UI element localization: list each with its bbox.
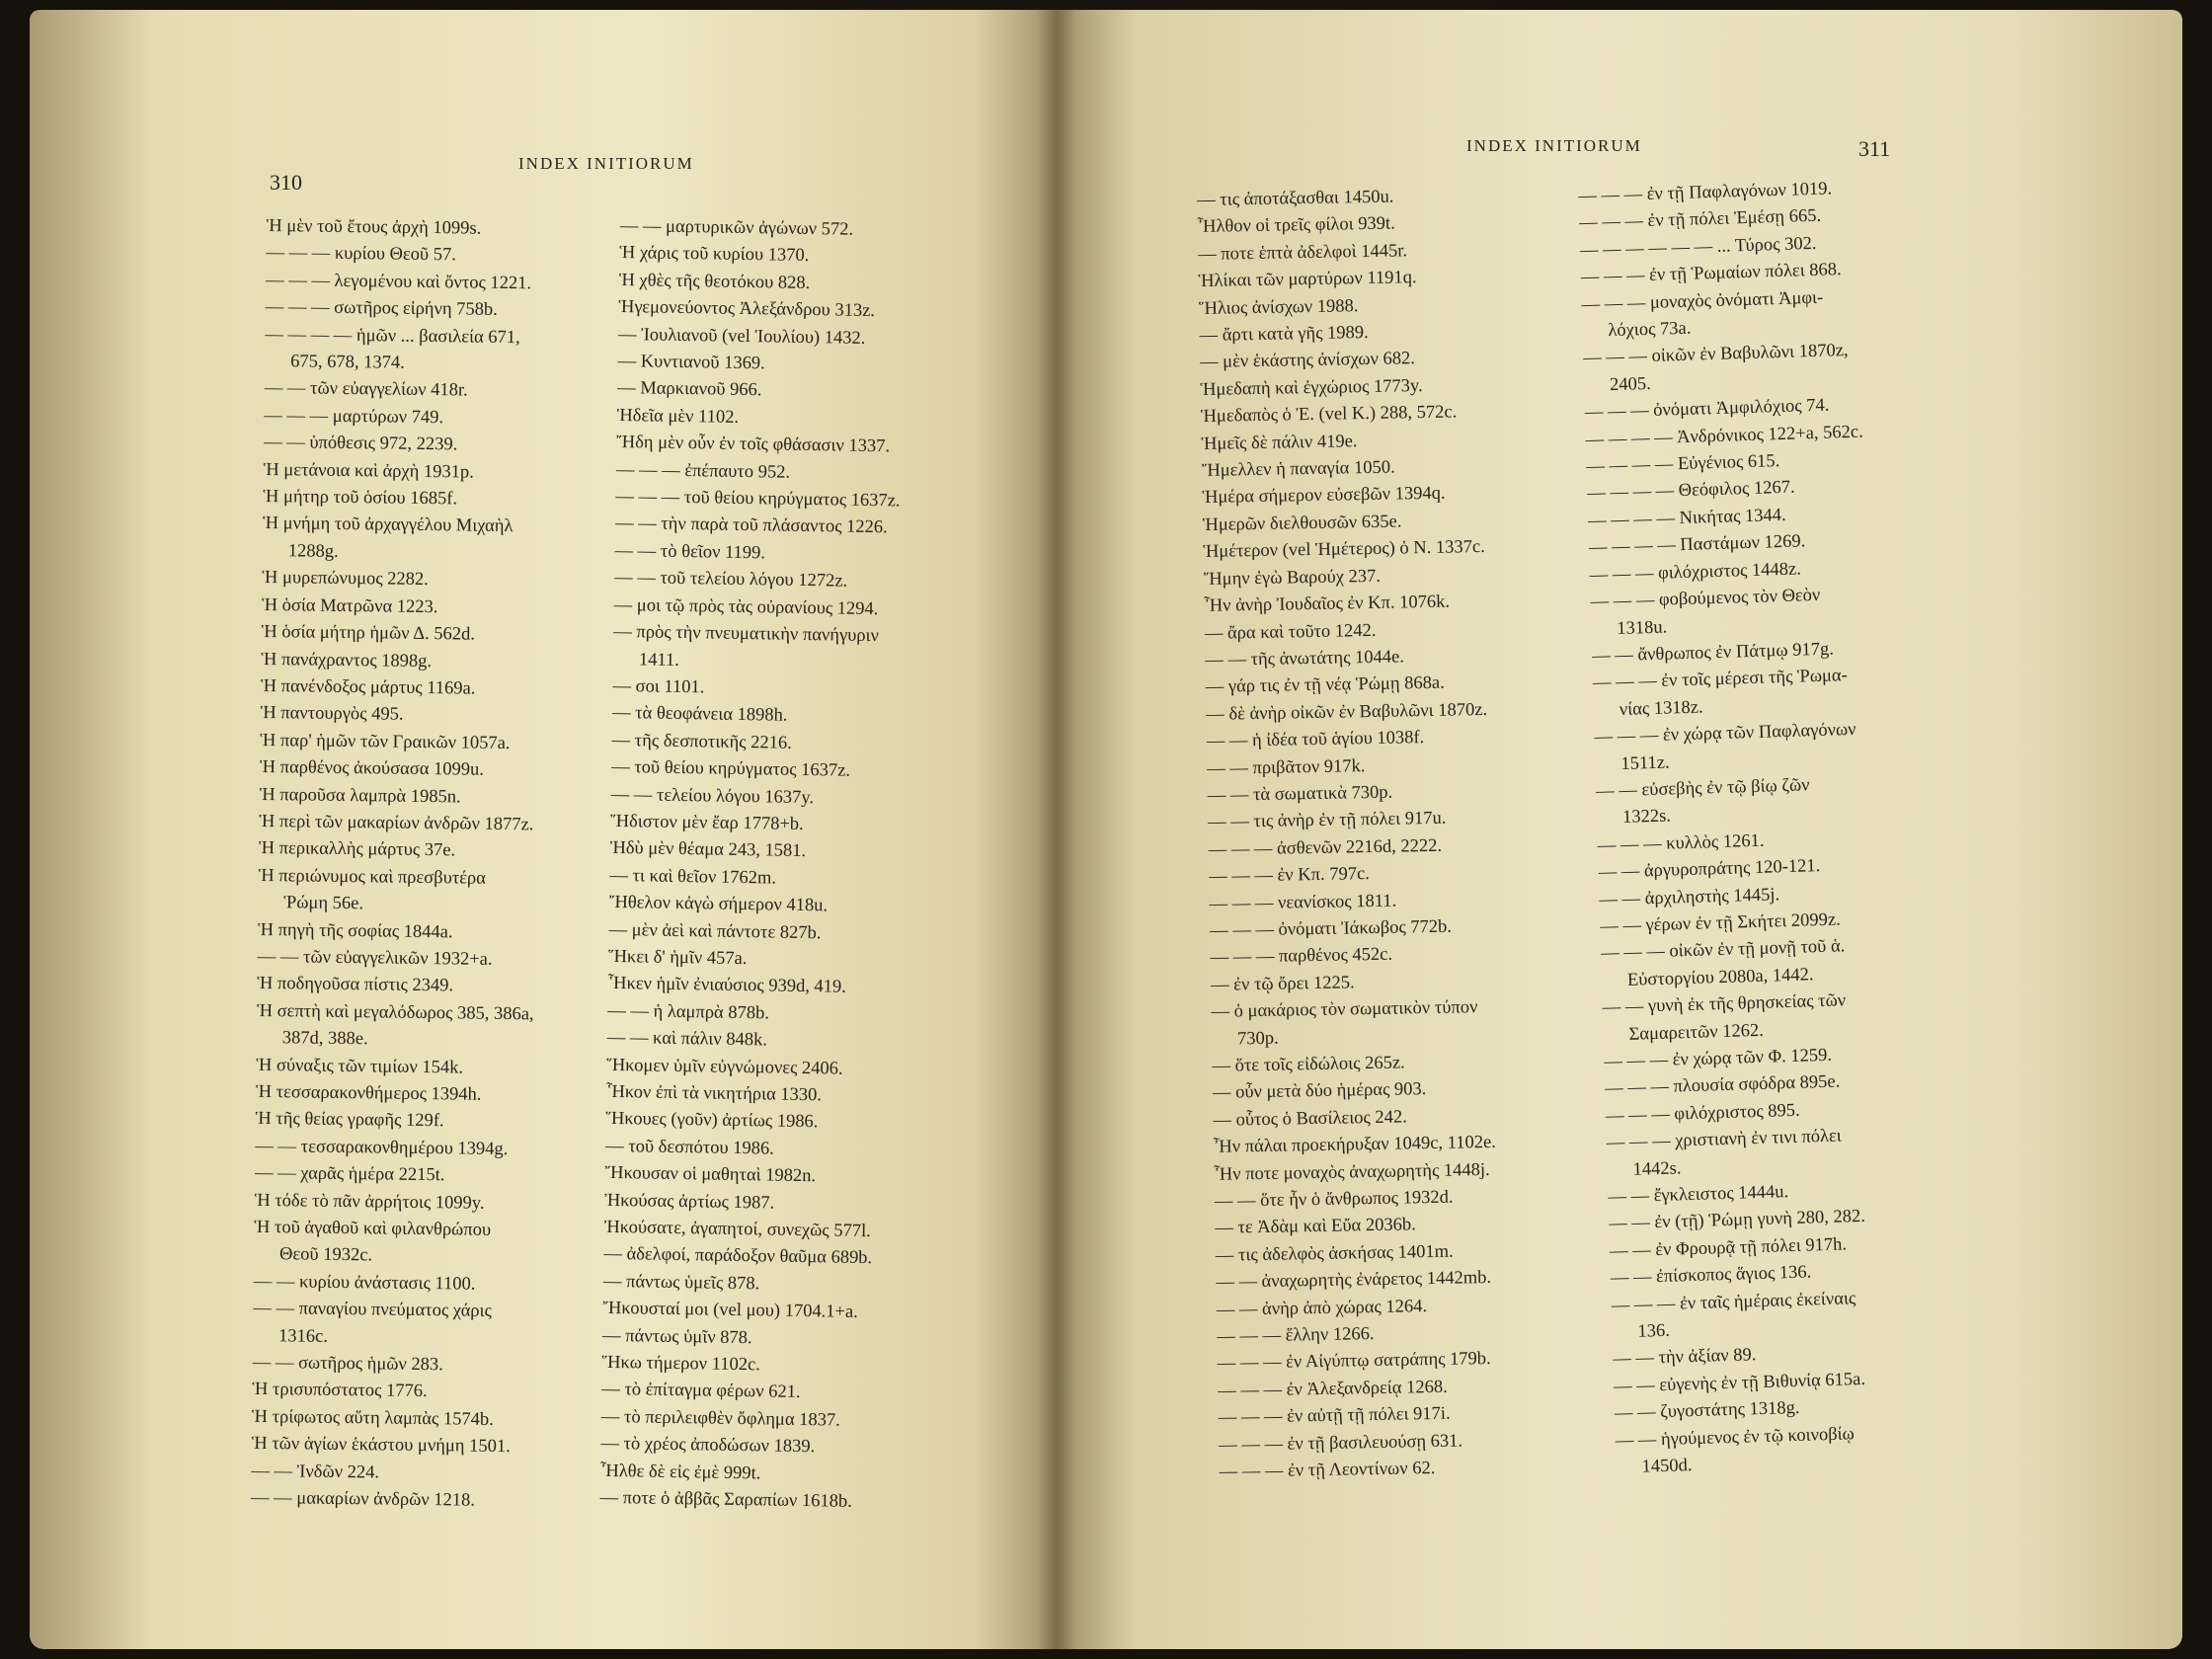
index-entry: Ἦν ποτε μοναχὸς ἀναχωρητὴς 1448j. [1214, 1159, 1490, 1185]
index-entry: — γάρ τις ἐν τῇ νέᾳ Ῥώμῃ 868a. [1205, 673, 1445, 698]
index-entry: — — — ἐν τῇ βασιλευούσῃ 631. [1219, 1431, 1463, 1456]
index-entry: Ἦλθε δὲ εἰς ἐμὲ 999t. [599, 1461, 761, 1484]
right-page-number: 311 [1858, 136, 1891, 161]
index-entry: Ἠκούσας ἀρτίως 1987. [604, 1190, 775, 1214]
index-entry: — — — μαρτύρων 749. [264, 405, 444, 429]
index-entry: νίας 1318z. [1619, 697, 1703, 720]
index-entry: — — παναγίου πνεύματος χάρις [253, 1299, 493, 1322]
index-entry: — — — λεγομένου καὶ ὄντος 1221. [266, 270, 532, 294]
index-entry: — — τις ἀνὴρ ἐν τῇ πόλει 917u. [1208, 809, 1447, 833]
index-entry: Ἡγεμονεύοντος Ἀλεξάνδρου 313z. [618, 297, 876, 322]
index-entry: — δὲ ἀνὴρ οἰκῶν ἐν Βαβυλῶνι 1870z. [1206, 699, 1488, 725]
index-entry: — — — — Θεόφιλος 1267. [1587, 478, 1795, 505]
index-entry: — τις ἀποτάξασθαι 1450u. [1197, 187, 1394, 210]
index-entry: — — — ἕλλην 1266. [1217, 1324, 1375, 1347]
index-entry: Σαμαρειτῶν 1262. [1628, 1020, 1765, 1045]
index-entry: Ἡ ὁσία μήτηρ ἡμῶν Δ. 562d. [261, 622, 476, 645]
index-entry: Ἡ σεπτὴ καὶ μεγαλόδωρος 385, 386a, [257, 1000, 534, 1025]
index-entry: Ἡ περιώνυμος καὶ πρεσβυτέρα [258, 865, 487, 889]
index-entry: — — — φοβούμενος τὸν Θεὸν [1590, 586, 1821, 612]
index-entry: — — — ὀνόματι Ἀμφιλόχιος 74. [1584, 395, 1830, 424]
index-entry: — — κυρίου ἀνάστασις 1100. [253, 1271, 476, 1295]
index-entry: — ποτε ἑπτὰ ἀδελφοὶ 1445r. [1198, 241, 1408, 265]
index-entry: — — τὸ θεῖον 1199. [614, 540, 766, 564]
index-entry: — — — οἰκῶν ἐν Βαβυλῶνι 1870z, [1582, 341, 1849, 369]
index-entry: Ἡλίκαι τῶν μαρτύρων 1191q. [1198, 268, 1417, 292]
index-entry: 1288g. [287, 541, 339, 562]
index-entry: — — — παρθένος 452c. [1210, 945, 1393, 969]
index-entry: — — — ἐν ταῖς ἡμέραις ἐκείναις [1611, 1288, 1856, 1316]
index-entry: — — ὅτε ἦν ὁ ἄνθρωπος 1932d. [1214, 1187, 1454, 1212]
index-entry: Ἥκω τήμερον 1102c. [601, 1352, 761, 1376]
index-entry: — πρὸς τὴν πνευματικὴν πανήγυριν [613, 622, 880, 647]
index-entry: Ἡ παντουργὸς 495. [260, 703, 404, 726]
index-entry: — ὁ μακάριος τὸν σωματικὸν τύπον [1211, 997, 1478, 1023]
index-entry: 136. [1637, 1320, 1671, 1342]
index-entry: — τι καὶ θεῖον 1762m. [609, 865, 777, 889]
index-entry: — ἄρτι κατὰ γῆς 1989. [1199, 323, 1369, 347]
index-entry: — — — τοῦ θείου κηρύγματος 1637z. [615, 487, 901, 512]
index-entry: — — εὐσεβὴς ἐν τῷ βίῳ ζῶν [1595, 775, 1810, 802]
right-page [1057, 10, 2182, 1649]
index-entry: — — — — Νικήτας 1344. [1587, 505, 1786, 531]
index-entry: — — ἀνὴρ ἀπὸ χώρας 1264. [1216, 1296, 1428, 1320]
index-entry: Ἦν πάλαι προεκήρυξαν 1049c, 1102e. [1213, 1133, 1497, 1158]
index-entry: Ἡδὺ μὲν θέαμα 243, 1581. [609, 838, 807, 862]
index-entry: Ἡ τρίφωτος αὕτη λαμπὰς 1574b. [251, 1406, 494, 1430]
index-entry: — — — ἐν τῇ Παφλαγόνων 1019. [1578, 179, 1833, 206]
index-entry: 675, 678, 1374. [290, 352, 405, 373]
index-entry: — τὸ χρέος ἀποδώσων 1839. [600, 1434, 816, 1458]
index-entry: — Κυντιανοῦ 1369. [617, 352, 765, 374]
index-entry: Ἡ τοῦ ἀγαθοῦ καὶ φιλανθρώπου [254, 1217, 492, 1240]
index-entry: — — τὰ σωματικὰ 730p. [1207, 782, 1393, 806]
index-entry: Ῥώμη 56e. [283, 893, 364, 914]
index-entry: Ἡ παροῦσα λαμπρὰ 1985n. [259, 784, 461, 807]
index-entry: Ἧκον ἐπὶ τὰ νικητήρια 1330. [605, 1081, 823, 1106]
index-entry: Ἡ παρθένος ἀκούσασα 1099u. [260, 757, 485, 780]
left-page-number: 310 [270, 170, 302, 195]
index-entry: — — — ἐν Αἰγύπτῳ σατράπης 179b. [1217, 1349, 1491, 1375]
index-entry: — — — πλουσία σφόδρα 895e. [1604, 1071, 1841, 1099]
index-entry: — — ζυγοστάτης 1318g. [1614, 1398, 1800, 1424]
index-entry: Ἥδιστον μὲν ἔαρ 1778+b. [610, 811, 804, 834]
index-entry: Ἡμεδαπὴ καὶ ἐγχώριος 1773y. [1200, 375, 1423, 400]
index-entry: Ἡ τῆς θείας γραφῆς 129f. [255, 1109, 444, 1132]
index-entry: Ἡ τεσσαρακονθήμερος 1394h. [256, 1081, 482, 1105]
index-entry: Ἡ ποδηγοῦσα πίστις 2349. [257, 974, 454, 996]
index-entry: Ἤδη μὲν οὖν ἐν τοῖς φθάσασιν 1337. [616, 433, 891, 457]
book-gutter [1037, 10, 1076, 1649]
index-entry: — — τὴν παρὰ τοῦ πλάσαντος 1226. [614, 514, 888, 538]
index-entry: Ἡ χάρις τοῦ κυρίου 1370. [619, 243, 810, 267]
index-entry: — — ἡ λαμπρὰ 878b. [607, 1000, 770, 1024]
index-entry: — — — φιλόχριστος 1448z. [1589, 559, 1802, 586]
index-entry: Ἥκει δ' ἡμῖν 457a. [608, 946, 748, 970]
index-entry: Ἤθελον κἀγὼ σήμερον 418u. [608, 893, 829, 916]
index-entry: — — μαρτυρικῶν ἀγώνων 572. [619, 215, 854, 240]
index-entry: — τοῦ δεσπότου 1986. [605, 1136, 775, 1159]
index-entry: 387d, 388e. [281, 1028, 368, 1050]
index-entry: Ἡ πηγὴ τῆς σοφίας 1844a. [258, 919, 453, 942]
index-entry: — — — ἐν χώρᾳ τῶν Φ. 1259. [1604, 1045, 1833, 1072]
index-entry: Ἡ περικαλλὴς μάρτυς 37e. [259, 838, 456, 861]
index-entry: Ἡ μὲν τοῦ ἔτους ἀρχὴ 1099s. [266, 215, 482, 239]
index-entry: 1322s. [1621, 806, 1672, 829]
left-column-2 [599, 213, 905, 1517]
index-entry: — — μακαρίων ἀνδρῶν 1218. [250, 1487, 476, 1511]
index-entry: 1318u. [1617, 617, 1668, 639]
index-entry: — — τοῦ τελείου λόγου 1272z. [614, 568, 848, 592]
index-entry: — — — ἐν χώρᾳ τῶν Παφλαγόνων [1594, 720, 1856, 748]
index-entry: Ἦλθον οἱ τρεῖς φίλοι 939t. [1197, 213, 1395, 238]
index-entry: — μὲν ἀεὶ καὶ πάντοτε 827b. [608, 919, 822, 943]
index-entry: — — — ἀσθενῶν 2216d, 2222. [1208, 835, 1443, 860]
index-entry: — — ἀναχωρητὴς ἐνάρετος 1442mb. [1216, 1268, 1492, 1294]
index-entry: Ἥλιος ἀνίσχων 1988. [1198, 295, 1359, 319]
index-entry: — — γυνὴ ἐκ τῆς θρησκείας τῶν [1602, 990, 1847, 1018]
index-entry: — — — ἐν Κπ. 797c. [1209, 864, 1371, 888]
index-entry: — πάντως ὑμεῖς 878. [602, 1271, 760, 1295]
index-entry: — — — — Εὐγένιος 615. [1586, 451, 1780, 477]
right-column-2 [1578, 176, 1894, 1482]
index-entry: Ἡ πανένδοξος μάρτυς 1169a. [261, 675, 476, 699]
index-entry: 1316c. [277, 1325, 329, 1347]
left-running-head: INDEX INITIORUM [518, 154, 694, 173]
index-entry: — — γέρων ἐν τῇ Σκήτει 2099z. [1600, 909, 1842, 937]
index-entry: Ἡ τῶν ἁγίων ἑκάστου μνήμη 1501. [251, 1434, 511, 1458]
index-entry: Ἡμέρα σήμερον εὐσεβῶν 1394q. [1202, 484, 1446, 509]
index-entry: Ἤκουσαν οἱ μαθηταὶ 1982n. [604, 1163, 817, 1187]
index-entry: — ἄρα καὶ τοῦτο 1242. [1204, 620, 1377, 644]
index-entry: — τὸ περιλειφθὲν ὄφλημα 1837. [600, 1406, 841, 1431]
index-entry: Ἡ παρ' ἡμῶν τῶν Γραικῶν 1057a. [260, 730, 511, 753]
index-entry: — — Ἰνδῶν 224. [251, 1461, 380, 1483]
index-entry: — — — οἰκῶν ἐν τῇ μονῇ τοῦ ἁ. [1600, 936, 1846, 965]
index-entry: — — — — — — ... Τύρος 302. [1579, 233, 1817, 261]
index-entry: Ἠκούσατε, ἀγαπητοί, συνεχῶς 577l. [603, 1217, 871, 1242]
index-entry: Ἦν ἀνὴρ Ἰουδαῖος ἐν Κπ. 1076k. [1204, 592, 1451, 617]
index-entry: 1411. [638, 649, 680, 671]
index-entry: — μοι τῷ πρὸς τὰς οὐρανίους 1294. [613, 594, 879, 619]
index-entry: Ἡ πανάχραντος 1898g. [261, 649, 433, 672]
index-entry: — — — ἐν τῇ πόλει Ἐμέσῃ 665. [1578, 206, 1822, 234]
index-entry: Ἧκεν ἡμῖν ἐνιαύσιος 939d, 419. [607, 974, 847, 998]
index-entry: — ἀδελφοί, παράδοξον θαῦμα 689b. [603, 1244, 873, 1269]
index-entry: Ἡ μήτηρ τοῦ ὁσίου 1685f. [263, 487, 458, 510]
index-entry: 1511z. [1620, 752, 1670, 774]
index-entry: — μὲν ἑκάστης ἀνίσχων 682. [1199, 349, 1416, 373]
index-entry: — Ἰουλιανοῦ (vel Ἰουλίου) 1432. [617, 324, 866, 349]
index-entry: Ἡ ὁσία Ματρῶνα 1223. [262, 594, 438, 617]
index-entry: Ἡδεῖα μὲν 1102. [616, 405, 740, 428]
index-entry: — ἐν τῷ ὄρει 1225. [1210, 973, 1355, 995]
index-entry: — ποτε ὁ ἀββᾶς Σαραπίων 1618b. [599, 1487, 853, 1512]
right-column-1 [1197, 183, 1502, 1486]
index-entry: — — — σωτῆρος εἰρήνη 758b. [265, 297, 498, 321]
index-entry: Ἤμελλεν ἡ παναγία 1050. [1201, 457, 1395, 482]
index-entry: — — τῆς ἀνωτάτης 1044e. [1205, 647, 1405, 671]
index-entry: — ὅτε τοῖς εἰδώλοις 265z. [1212, 1053, 1405, 1076]
index-entry: — — ἀργυροπράτης 120-121. [1598, 856, 1821, 883]
left-column-1 [251, 213, 544, 1516]
index-entry: — — ἐν Φρουρᾷ τῇ πόλει 917h. [1609, 1234, 1848, 1262]
left-page [30, 10, 1057, 1649]
index-entry: — — χαρᾶς ἡμέρα 2215t. [255, 1163, 445, 1186]
index-entry: 2405. [1609, 373, 1651, 395]
index-entry: — τε Ἀδὰμ καὶ Εὔα 2036b. [1215, 1215, 1416, 1239]
index-entry: — — — — Παστάμων 1269. [1588, 531, 1806, 559]
index-entry: Ἥκομεν ὑμῖν εὐγνώμονες 2406. [606, 1055, 843, 1079]
index-entry: Ἡ τρισυπόστατος 1776. [252, 1380, 428, 1402]
index-entry: Θεοῦ 1932c. [278, 1244, 373, 1266]
index-entry: Ἤμην ἐγὼ Βαρούχ 237. [1203, 566, 1382, 590]
index-entry: — — ἡ ἰδέα τοῦ ἁγίου 1038f. [1206, 728, 1425, 752]
index-entry: 1450d. [1641, 1456, 1693, 1477]
index-entry: — τοῦ θείου κηρύγματος 1637z. [611, 757, 851, 781]
index-entry: — — — ἐν Ἀλεξανδρείᾳ 1268. [1218, 1377, 1448, 1401]
index-entry: — — ἡγούμενος ἐν τῷ κοινοβίῳ [1615, 1423, 1856, 1452]
index-entry: — — ἐν (τῇ) Ῥώμῃ γυνὴ 280, 282. [1608, 1207, 1866, 1234]
index-entry: — — τὴν ἀξίαν 89. [1613, 1345, 1757, 1370]
index-entry: — — — μοναχὸς ὀνόματι Ἀμφι- [1581, 287, 1824, 315]
index-entry: — — τῶν εὐαγγελικῶν 1932+a. [257, 946, 493, 970]
index-entry: Ἡμερῶν διελθουσῶν 635e. [1202, 512, 1402, 535]
index-entry: — — ἄνθρωπος ἐν Πάτμῳ 917g. [1591, 639, 1835, 667]
index-entry: — — τελείου λόγου 1637y. [610, 784, 815, 808]
index-entry: — Μαρκιανοῦ 966. [617, 378, 762, 401]
open-book [30, 10, 2182, 1649]
index-entry: — — ὑπόθεσις 972, 2239. [264, 433, 458, 455]
index-entry: — τὰ θεοφάνεια 1898h. [611, 703, 788, 727]
index-entry: Ἡ τόδε τὸ πᾶν ἀρρήτοις 1099y. [254, 1190, 485, 1214]
index-entry: Ἡ χθὲς τῆς θεοτόκου 828. [618, 270, 811, 293]
index-entry: — οὖν μετὰ δύο ἡμέρας 903. [1212, 1079, 1427, 1104]
index-entry: Εὐστοργίου 2080a, 1442. [1626, 965, 1814, 990]
index-entry: — — — κυρίου Θεοῦ 57. [266, 243, 457, 266]
index-entry: — — — κυλλὸς 1261. [1597, 830, 1765, 856]
index-entry: Ἡ μυρεπώνυμος 2282. [262, 568, 429, 591]
index-entry: — — — — ἡμῶν ... βασιλεία 671, [265, 324, 520, 348]
index-entry: — — — ἐπέπαυτο 952. [615, 459, 791, 483]
index-entry: Ἡ μετάνοια καὶ ἀρχὴ 1931p. [263, 459, 474, 483]
index-entry: — — — ὀνόματι Ἰάκωβος 772b. [1209, 916, 1453, 941]
index-entry: — τις ἀδελφὸς ἀσκήσας 1401m. [1215, 1241, 1454, 1266]
index-entry: λόχιος 73a. [1608, 318, 1692, 342]
right-running-head: INDEX INITIORUM [1466, 136, 1642, 155]
index-entry: — πάντως ὑμῖν 878. [601, 1325, 752, 1348]
index-entry: — — — ἐν αὐτῇ τῇ πόλει 917i. [1218, 1403, 1451, 1429]
index-entry: — — — νεανίσκος 1811. [1209, 891, 1397, 914]
index-entry: — — τεσσαρακονθημέρου 1394g. [255, 1136, 509, 1159]
index-entry: — — ἀρχιληστὴς 1445j. [1599, 884, 1780, 910]
index-entry: Ἤκουσταί μοι (vel μου) 1704.1+a. [602, 1299, 858, 1323]
index-entry: — — — ἐν τοῖς μέρεσι τῆς Ῥωμα- [1592, 666, 1849, 694]
index-entry: Ἡμεδαπὸς ὁ Ἐ. (vel Κ.) 288, 572c. [1200, 402, 1458, 428]
index-entry: Ἡμεῖς δὲ πάλιν 419e. [1201, 431, 1358, 454]
index-entry: — — τῶν εὐαγγελίων 418r. [264, 378, 468, 401]
index-entry: Ἡ μνήμη τοῦ ἀρχαγγέλου Μιχαὴλ [263, 514, 514, 537]
index-entry: Ἥκουες (γοῦν) ἀρτίως 1986. [605, 1109, 819, 1133]
index-entry: — — — — Ἀνδρόνικος 122+a, 562c. [1585, 422, 1864, 450]
index-entry: — — πριβᾶτον 917k. [1207, 755, 1366, 779]
index-entry: — — — φιλόχριστος 895. [1605, 1100, 1800, 1127]
index-entry: — σοι 1101. [612, 675, 705, 698]
index-entry: Ἡ περὶ τῶν μακαρίων ἀνδρῶν 1877z. [259, 811, 534, 835]
index-entry: — τὸ ἐπίταγμα φέρων 621. [601, 1380, 801, 1403]
index-entry: — — εὐγενὴς ἐν τῇ Βιθυνίᾳ 615a. [1613, 1369, 1866, 1397]
index-entry: — — — χριστιανὴ ἐν τινι πόλει [1606, 1126, 1843, 1153]
index-entry: — οὗτος ὁ Βασίλειος 242. [1213, 1107, 1407, 1131]
index-entry: Ἡμέτερον (vel Ἡμέτερος) ὁ Ν. 1337c. [1203, 537, 1485, 563]
index-entry: 1442s. [1632, 1157, 1682, 1180]
index-entry: — — ἔγκλειστος 1444u. [1608, 1182, 1789, 1208]
index-entry: — τῆς δεσποτικῆς 2216. [611, 730, 792, 753]
index-entry: — — σωτῆρος ἡμῶν 283. [252, 1352, 443, 1376]
index-entry: — — ἐπίσκοπος ἅγιος 136. [1610, 1262, 1812, 1289]
index-entry: — — — ἐν τῇ Ῥωμαίων πόλει 868. [1580, 260, 1842, 288]
index-entry: Ἡ σύναξις τῶν τιμίων 154k. [256, 1055, 464, 1078]
index-entry: — — καὶ πάλιν 848k. [606, 1028, 768, 1051]
index-entry: — — — ἐν τῇ Λεοντίνων 62. [1219, 1459, 1436, 1482]
index-entry: 730p. [1236, 1028, 1279, 1050]
